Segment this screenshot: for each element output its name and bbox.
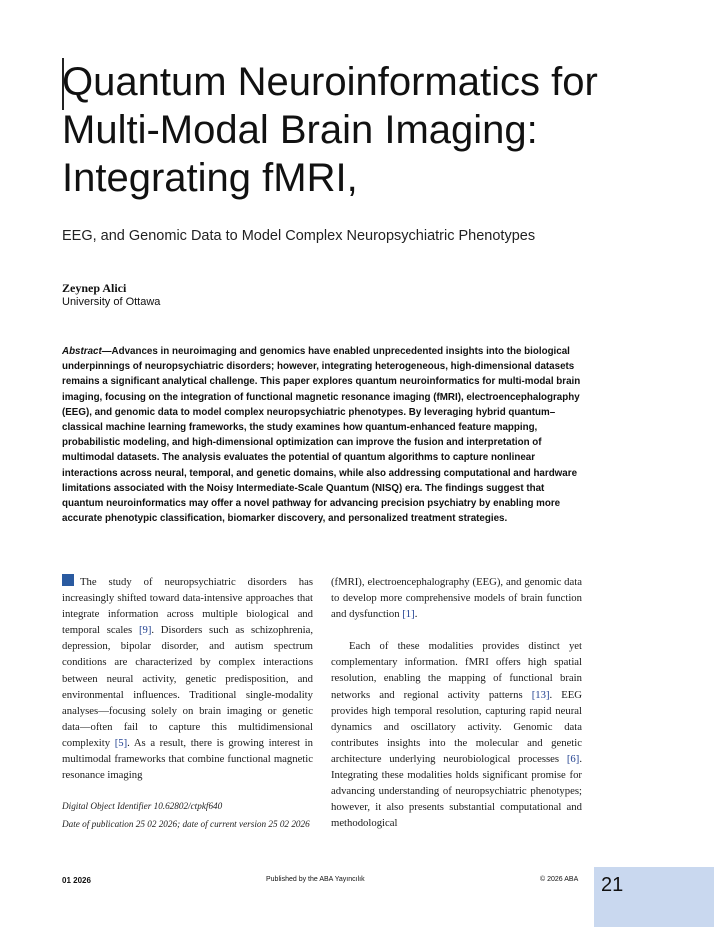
body-text: (fMRI), electroencephalography (EEG), and genomic data to develop more comprehensive models of brain function and dysfunction	[331, 576, 582, 621]
citation-link[interactable]: [9]	[138, 624, 152, 637]
footer-copyright: © 2026 ABA	[540, 876, 579, 883]
body-text: . Integrating these modalities holds significant promise for advancing understanding of neuropsychiatric phenotypes; however, it also presents substantial computational and methodological	[331, 752, 582, 830]
section-marker-icon	[62, 574, 74, 586]
dates-footnote: Date of publication 25 02 2026; date of current version 25 02 2026	[62, 819, 310, 829]
body-text: . EEG provides high temporal resolution, capturing rapid neural dynamics and oscillatory activity. Genomic data contributes insights into the molecular and genetic architecture underlying neurobiological processes	[331, 688, 582, 765]
body-paragraph	[62, 574, 313, 783]
citation-link[interactable]: [5]	[114, 736, 128, 749]
author-affiliation: University of Ottawa	[62, 296, 161, 308]
body-text: .	[414, 608, 418, 621]
body-column-left	[62, 574, 313, 783]
abstract-text: —Advances in neuroimaging and genomics have enabled unprecedented insights into the biological underpinnings of neuropsychiatric disorders; however, integrating heterogeneous, high-dimensional datasets remains a significant analytical challenge. This paper explores quantum neuroinformatics for multi-modal brain imaging, focusing on the integration of functional magnetic resonance imaging (fMRI), electroencephalography (EEG), and genomic data to model complex neuropsychiatric phenotypes. By leveraging hybrid quantum–classical machine learning frameworks, the study examines how quantum-enhanced feature mapping, probabilistic modeling, and high-dimensional optimization can improve the fusion and interpretation of multimodal datasets. The analysis evaluates the potential of quantum algorithms to capture nonlinear interactions across neural, temporal, and genetic domains, while also addressing computational and hardware limitations associated with the Noisy Intermediate-Scale Quantum (NISQ) era. The findings suggest that quantum neuroinformatics may offer a novel pathway for advancing precision psychiatry by enabling more accurate phenotypic classification, biomarker discovery, and personalized treatment strategies.	[62, 346, 581, 525]
body-paragraph	[331, 638, 582, 831]
first-word: The	[80, 576, 97, 588]
body-text: Each of these modalities provides distinct yet complementary information. fMRI offers high spatial resolution, enabling the mapping of functional brain networks and regional activity patterns	[331, 640, 582, 701]
citation-link[interactable]: [13]	[531, 688, 550, 701]
paragraph-gap	[331, 622, 582, 638]
body-column-right	[331, 574, 582, 831]
doi-footnote: Digital Object Identifier 10.62802/ctpkf640	[62, 801, 223, 811]
paper-title: Quantum Neuroinformatics for Multi-Modal Brain Imaging: Integrating fMRI,	[62, 60, 598, 200]
abstract-label: Abstract	[62, 346, 102, 357]
page-number: 21	[601, 874, 624, 896]
paper-subtitle: EEG, and Genomic Data to Model Complex Neuropsychiatric Phenotypes	[62, 228, 536, 244]
body-text: . As a result, there is growing interest in multimodal frameworks that combine functional magnetic resonance imaging	[62, 736, 313, 782]
citation-link[interactable]: [6]	[566, 752, 580, 765]
footer-publisher: Published by the ABA Yayıncılık	[266, 876, 365, 883]
body-paragraph	[331, 574, 582, 622]
body-text: . Disorders such as schizophrenia, depression, bipolar disorder, and autism spectrum conditions are characterized by complex interactions between neural activity, genetic predisposition, and environmental influences. Traditional single-modality analyses—focusing solely on brain imaging or genetic data—often fail to capture this multidimensional complexity	[62, 624, 313, 749]
author-name: Zeynep Alici	[62, 281, 127, 295]
body-text: study of neuropsychiatric disorders has increasingly shifted toward data-intensive approaches that integrate information across multiple biological and temporal scales	[62, 576, 313, 637]
footer-issue: 01 2026	[62, 876, 91, 885]
abstract	[62, 344, 584, 526]
citation-link[interactable]: [1]	[402, 608, 415, 621]
footnotes	[62, 797, 313, 833]
